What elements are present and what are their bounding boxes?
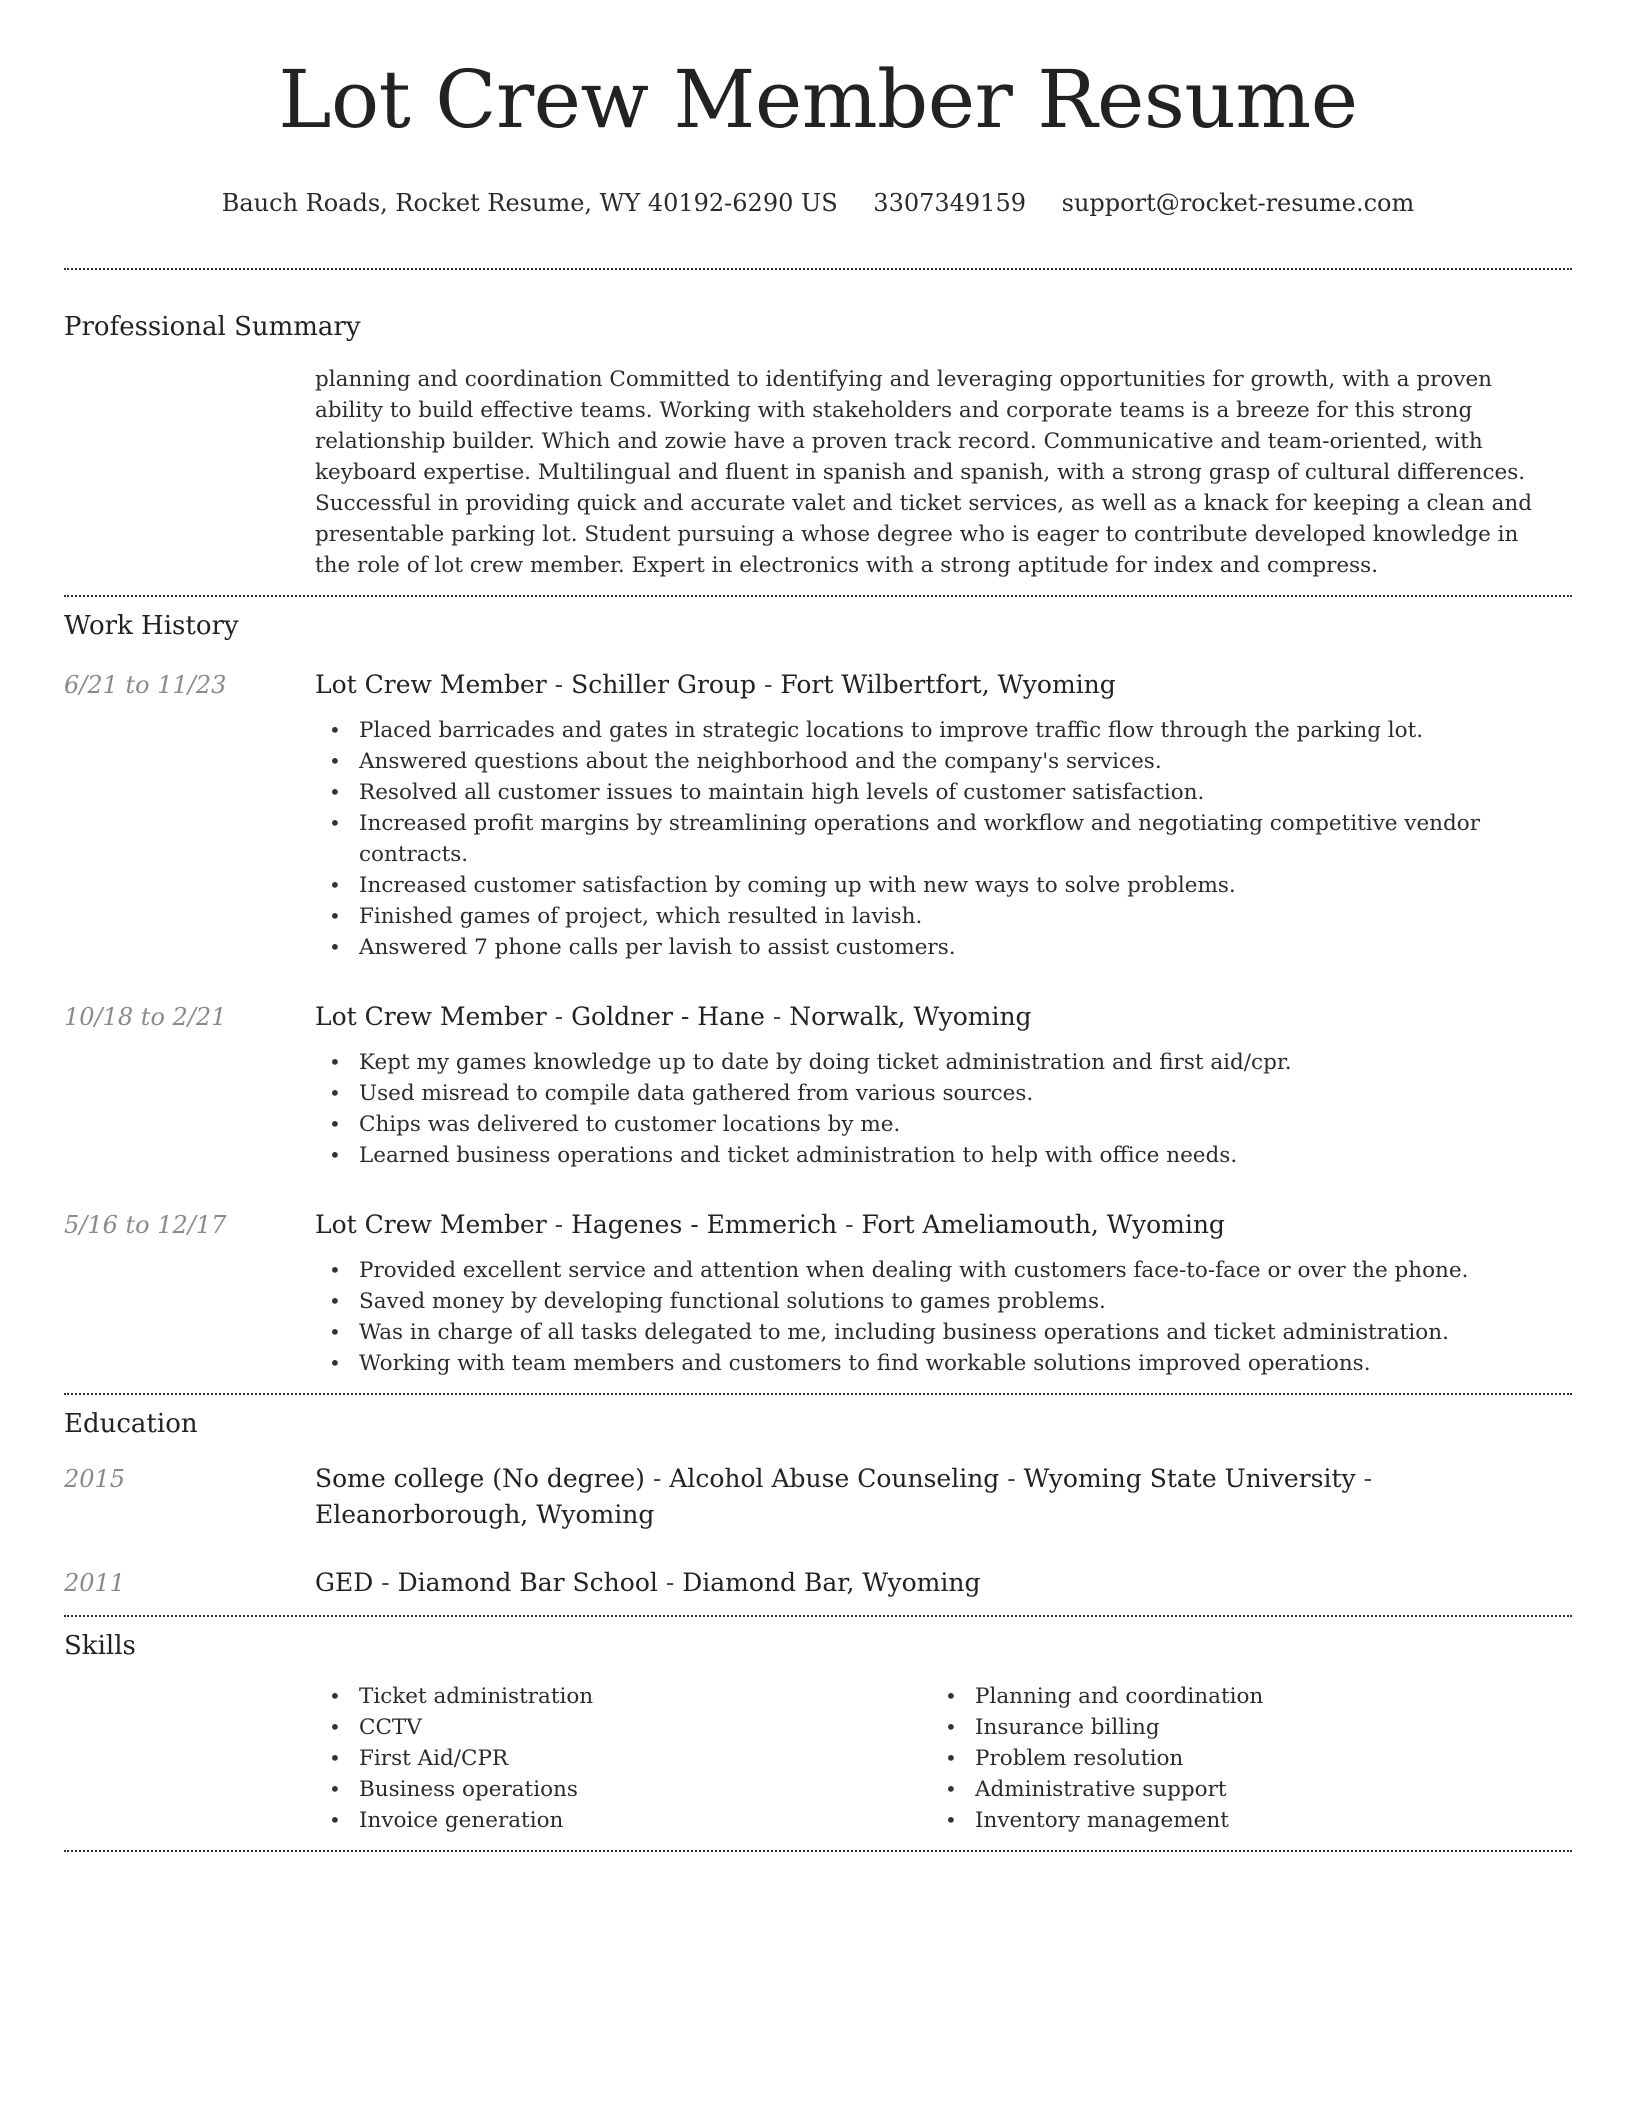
education-section xyxy=(64,1407,1572,1601)
skills-list-left xyxy=(315,1681,931,1836)
education-school: Diamond Bar School xyxy=(397,1568,658,1597)
list-item: • Finished games of project, which resulted in lavish. xyxy=(315,901,1572,932)
section-title-work: Work History xyxy=(64,611,239,641)
list-item: • Answered 7 phone calls per lavish to assist customers. xyxy=(315,932,1572,963)
job-bullets xyxy=(315,1047,1572,1171)
job-dates: 6/21 to 11/23 xyxy=(64,671,227,699)
contact-address: Bauch Roads, Rocket Resume, WY 40192-6290 US xyxy=(221,189,838,217)
skill-item: • First Aid/CPR xyxy=(315,1743,931,1774)
education-location: Eleanorborough, Wyoming xyxy=(315,1500,655,1529)
education-heading: Some college (No degree) - Alcohol Abuse Counseling - Wyoming State University - Eleanorborough, Wyoming xyxy=(315,1464,1373,1529)
divider xyxy=(64,1615,1572,1617)
job-bullets xyxy=(315,715,1572,963)
resume-header xyxy=(64,0,1572,220)
section-title-skills: Skills xyxy=(64,1631,136,1661)
summary-section xyxy=(64,310,1572,581)
education-degree: Some college (No degree) xyxy=(315,1464,645,1493)
divider xyxy=(64,1850,1572,1852)
summary-text: planning and coordination Committed to identifying and leveraging opportunities for growth, with a proven ability to build effective teams. Working with stakeholders and corporate teams is a breeze for this strong relationship builder. Which and zowie have a proven track record. Communicative and team-oriented, with keyboard expertise. Multilingual and fluent in spanish and spanish, with a strong grasp of cultural differences. Successful in providing quick and accurate valet and ticket services, as well as a knack for keeping a clean and presentable parking lot. Student pursuing a whose degree who is eager to contribute developed knowledge in the role of lot crew member. Expert in electronics with a strong aptitude for index and compress. xyxy=(315,367,1533,578)
list-item: • Answered questions about the neighborhood and the company's services. xyxy=(315,746,1572,777)
skill-item: • CCTV xyxy=(315,1712,931,1743)
job-location: Fort Wilbertfort, Wyoming xyxy=(780,670,1116,699)
education-entry xyxy=(64,1461,1572,1533)
job-title: Lot Crew Member xyxy=(315,1210,547,1239)
work-section xyxy=(64,609,1572,1379)
skill-item: • Planning and coordination xyxy=(931,1681,1547,1712)
list-item: • Was in charge of all tasks delegated to me, including business operations and ticket administration. xyxy=(315,1317,1572,1348)
skill-item: • Insurance billing xyxy=(931,1712,1547,1743)
education-year: 2011 xyxy=(64,1569,126,1597)
contact-email: support@rocket-resume.com xyxy=(1061,189,1415,217)
job-entry xyxy=(64,667,1572,963)
list-item: • Chips was delivered to customer locations by me. xyxy=(315,1109,1572,1140)
list-item: • Resolved all customer issues to maintain high levels of customer satisfaction. xyxy=(315,777,1572,808)
section-title-education: Education xyxy=(64,1409,198,1439)
divider xyxy=(64,595,1572,597)
job-heading: Lot Crew Member - Hagenes - Emmerich - Fort Ameliamouth, Wyoming xyxy=(315,1210,1225,1239)
education-heading: GED - Diamond Bar School - Diamond Bar, Wyoming xyxy=(315,1568,981,1597)
skill-item: • Problem resolution xyxy=(931,1743,1547,1774)
list-item: • Kept my games knowledge up to date by doing ticket administration and first aid/cpr. xyxy=(315,1047,1572,1078)
education-school: Wyoming State University xyxy=(1023,1464,1356,1493)
list-item: • Used misread to compile data gathered from various sources. xyxy=(315,1078,1572,1109)
resume-page xyxy=(64,0,1572,1852)
job-heading: Lot Crew Member - Goldner - Hane - Norwalk, Wyoming xyxy=(315,1002,1032,1031)
job-company: Schiller Group xyxy=(571,670,757,699)
education-year: 2015 xyxy=(64,1465,126,1493)
education-location: Diamond Bar, Wyoming xyxy=(682,1568,981,1597)
list-item: • Provided excellent service and attention when dealing with customers face-to-face or over the phone. xyxy=(315,1255,1572,1286)
list-item: • Increased profit margins by streamlining operations and workflow and negotiating competitive vendor contracts. xyxy=(315,808,1572,870)
skills-list-right xyxy=(931,1681,1547,1836)
job-title: Lot Crew Member xyxy=(315,1002,547,1031)
contact-line xyxy=(64,186,1572,220)
list-item: • Working with team members and customers to find workable solutions improved operations. xyxy=(315,1348,1572,1379)
job-entry xyxy=(64,1207,1572,1379)
job-dates: 10/18 to 2/21 xyxy=(64,1003,227,1031)
list-item: • Saved money by developing functional solutions to games problems. xyxy=(315,1286,1572,1317)
skill-item: • Invoice generation xyxy=(315,1805,931,1836)
list-item: • Increased customer satisfaction by coming up with new ways to solve problems. xyxy=(315,870,1572,901)
divider xyxy=(64,268,1572,270)
skills-columns xyxy=(315,1681,1572,1836)
education-entry xyxy=(64,1565,1572,1601)
job-heading: Lot Crew Member - Schiller Group - Fort Wilbertfort, Wyoming xyxy=(315,670,1116,699)
skills-section xyxy=(64,1629,1572,1836)
divider xyxy=(64,1393,1572,1395)
list-item: • Learned business operations and ticket administration to help with office needs. xyxy=(315,1140,1572,1171)
job-location: Norwalk, Wyoming xyxy=(789,1002,1032,1031)
job-bullets xyxy=(315,1255,1572,1379)
resume-title: Lot Crew Member Resume xyxy=(278,53,1358,146)
skill-item: • Administrative support xyxy=(931,1774,1547,1805)
skill-item: • Ticket administration xyxy=(315,1681,931,1712)
job-entry xyxy=(64,999,1572,1171)
list-item: • Placed barricades and gates in strategic locations to improve traffic flow through the parking lot. xyxy=(315,715,1572,746)
skill-item: • Business operations xyxy=(315,1774,931,1805)
job-company: Hagenes - Emmerich xyxy=(571,1210,838,1239)
education-field: Alcohol Abuse Counseling xyxy=(669,1464,1000,1493)
education-degree: GED xyxy=(315,1568,374,1597)
job-company: Goldner - Hane xyxy=(571,1002,765,1031)
section-title-summary: Professional Summary xyxy=(64,312,361,342)
job-dates: 5/16 to 12/17 xyxy=(64,1211,227,1239)
skill-item: • Inventory management xyxy=(931,1805,1547,1836)
job-location: Fort Ameliamouth, Wyoming xyxy=(861,1210,1225,1239)
job-title: Lot Crew Member xyxy=(315,670,547,699)
contact-phone: 3307349159 xyxy=(873,189,1026,217)
